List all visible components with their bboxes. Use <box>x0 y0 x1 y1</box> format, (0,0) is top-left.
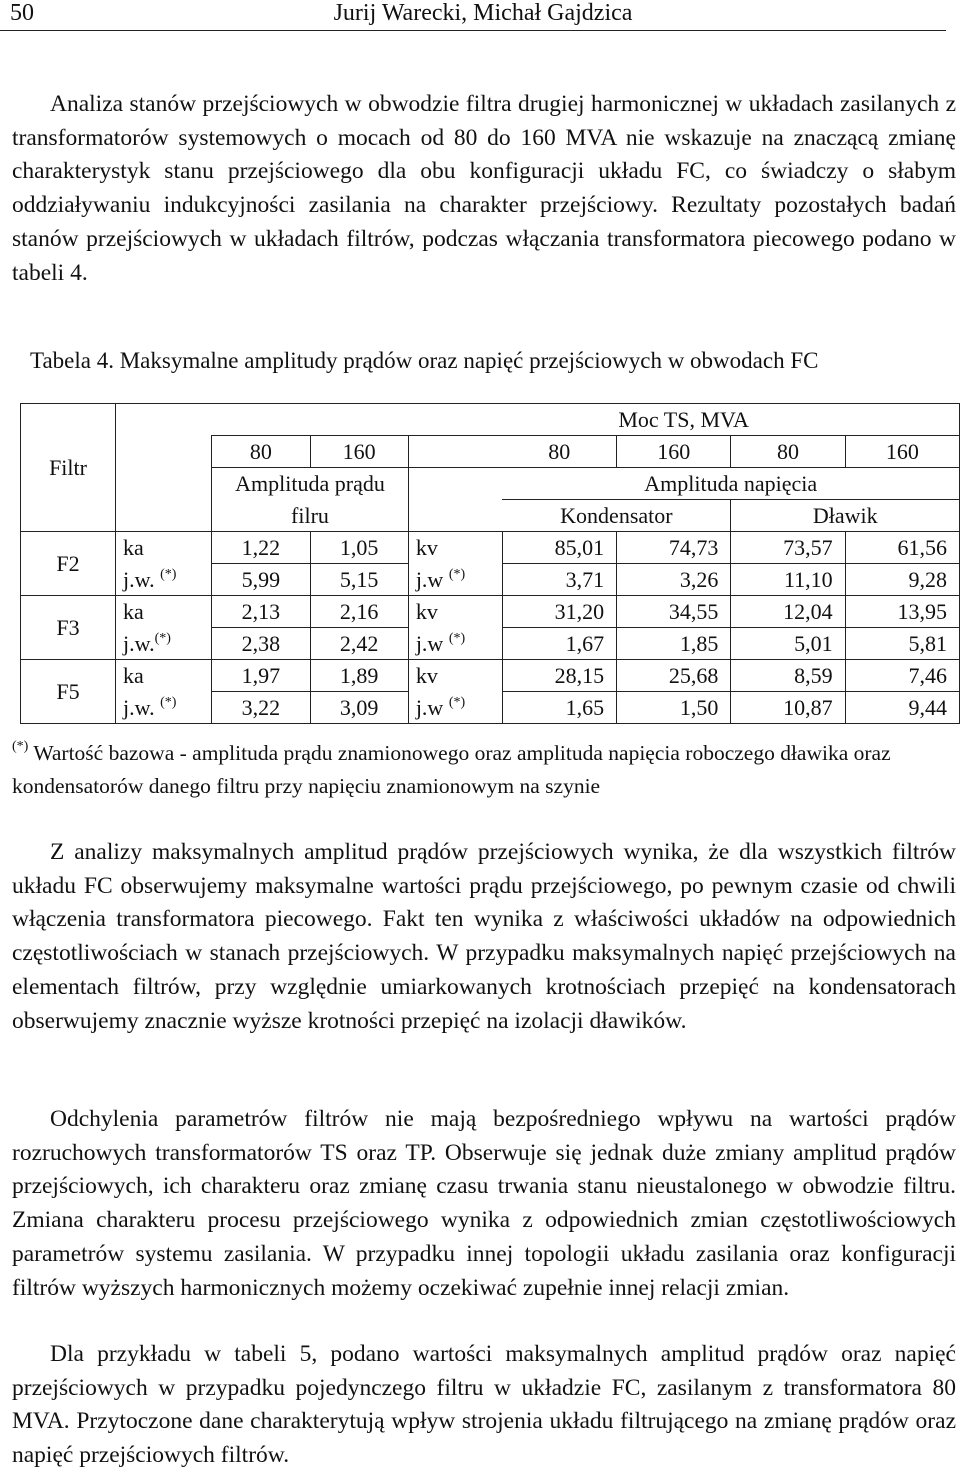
unit-cell: j.w (*) <box>408 564 502 596</box>
value-cell: 31,20 <box>502 596 616 628</box>
body-paragraph: Odchylenia parametrów filtrów nie mają bezpośredniego wpływu na wartości prądów rozruchowych transformatorów TS oraz TP. Obserwuje się jednak duże zmiany amplitud prądów przejściowych, ich charakteru oraz zmianę czasu trwania stanu nieustalonego w obwodzie filtru. Zmiana charakteru procesu przejściowego wynika z odpowiednich zmian częstotliwościowych parametrów systemu zasilania. W przypadku innej topologii układu zasilania oraz konfiguracji filtrów wyższych harmonicznych możemy oczekiwać zupełnie innej relacji zmian. <box>12 1106 956 1301</box>
unit-cell: ka <box>116 596 212 628</box>
value-cell: 12,04 <box>731 596 845 628</box>
value-cell: 10,87 <box>731 692 845 724</box>
moc-value: 160 <box>310 436 408 468</box>
unit-cell: ka <box>116 532 212 564</box>
value-cell: 1,50 <box>617 692 731 724</box>
footnote-marker: (*) <box>12 739 29 754</box>
filter-name: F2 <box>21 532 116 596</box>
value-cell: 11,10 <box>731 564 845 596</box>
value-cell: 3,22 <box>212 692 310 724</box>
value-cell: 85,01 <box>502 532 616 564</box>
value-cell: 1,89 <box>310 660 408 692</box>
table-header-row <box>21 404 960 436</box>
page-header <box>0 0 946 31</box>
unit-cell: kv <box>408 532 502 564</box>
value-cell: 1,05 <box>310 532 408 564</box>
intro-paragraph: Analiza stanów przejściowych w obwodzie filtra drugiej harmonicznej w układach zasilanych z transformatorów systemowych o mocach od 80 do 160 MVA nie wskazuje na znaczącą zmianę charakterystyk stanu przejściowego dla obu konfiguracji układu FC, co świadczy o słabym oddziaływaniu indukcyjności zasilania na charakter przejściowy. Rezultaty pozostałych badań stanów przejściowych w układach filtrów, podczas włączania transformatora piecowego podano w tabeli 4. <box>12 91 956 286</box>
unit-cell: j.w. (*) <box>116 564 212 596</box>
value-cell: 13,95 <box>845 596 959 628</box>
value-cell: 9,44 <box>845 692 959 724</box>
value-cell: 1,22 <box>212 532 310 564</box>
value-cell: 1,67 <box>502 628 616 660</box>
amp-voltage-header: Amplituda napięcia <box>502 468 959 500</box>
kondensator-header: Kondensator <box>502 500 731 532</box>
moc-header: Moc TS, MVA <box>408 404 959 436</box>
value-cell: 73,57 <box>731 532 845 564</box>
unit-cell: kv <box>408 660 502 692</box>
table-row <box>21 596 960 628</box>
value-cell: 3,09 <box>310 692 408 724</box>
dlawik-header: Dławik <box>731 500 960 532</box>
value-cell: 8,59 <box>731 660 845 692</box>
table-row <box>21 532 960 564</box>
running-head-authors: Jurij Warecki, Michał Gajdzica <box>333 0 633 26</box>
table-row <box>21 628 960 660</box>
value-cell: 5,01 <box>731 628 845 660</box>
body-paragraph: Dla przykładu w tabeli 5, podano wartości maksymalnych amplitud prądów oraz napięć przejściowych w przypadku pojedynczego filtru w układzie FC, zasilanym z transformatora 80 MVA. Przytoczone dane charakterytują wpływ strojenia układu filtrującego na zmianę prądów oraz napięć przejściowych filtrów. <box>12 1341 956 1469</box>
filter-name: F3 <box>21 596 116 660</box>
table-footnote <box>12 737 956 803</box>
unit-cell: kv <box>408 596 502 628</box>
moc-value: 160 <box>617 436 731 468</box>
value-cell: 3,71 <box>502 564 616 596</box>
value-cell: 34,55 <box>617 596 731 628</box>
moc-value: 80 <box>502 436 616 468</box>
value-cell: 1,85 <box>617 628 731 660</box>
moc-value: 80 <box>731 436 845 468</box>
value-cell: 28,15 <box>502 660 616 692</box>
filtr-header: Filtr <box>21 404 116 532</box>
value-cell: 2,13 <box>212 596 310 628</box>
value-cell: 2,38 <box>212 628 310 660</box>
results-table <box>20 403 960 724</box>
table-row <box>21 692 960 724</box>
value-cell: 2,42 <box>310 628 408 660</box>
unit-cell: j.w (*) <box>408 692 502 724</box>
value-cell: 5,99 <box>212 564 310 596</box>
value-cell: 7,46 <box>845 660 959 692</box>
value-cell: 2,16 <box>310 596 408 628</box>
table-row <box>21 660 960 692</box>
amp-current-header-line2: filru <box>212 500 409 532</box>
unit-cell: j.w.(*) <box>116 628 212 660</box>
value-cell: 5,81 <box>845 628 959 660</box>
unit-cell: ka <box>116 660 212 692</box>
value-cell: 9,28 <box>845 564 959 596</box>
value-cell: 5,15 <box>310 564 408 596</box>
value-cell: 74,73 <box>617 532 731 564</box>
value-cell: 1,97 <box>212 660 310 692</box>
value-cell: 3,26 <box>617 564 731 596</box>
footnote-text: Wartość bazowa - amplituda prądu znamionowego oraz amplituda napięcia roboczego dławika oraz kondensatorów danego filtru przy napięciu znamionowym na szynie <box>12 741 891 798</box>
value-cell: 25,68 <box>617 660 731 692</box>
value-cell: 61,56 <box>845 532 959 564</box>
moc-value: 160 <box>845 436 959 468</box>
unit-cell: j.w (*) <box>408 628 502 660</box>
page-number: 50 <box>10 0 34 26</box>
unit-cell: j.w. (*) <box>116 692 212 724</box>
body-paragraph: Z analizy maksymalnych amplitud prądów przejściowych wynika, że dla wszystkich filtrów układu FC obserwujemy maksymalne wartości prądu przejściowego, po pewnym czasie od chwili włączenia transformatora piecowego. Fakt ten wynika z właściwości układów na odpowiednich częstotliwościach w stanach przejściowych. W przypadku maksymalnych napięć przejściowych na elementach filtrów, przy względnie umiarkowanych krotnościach przepięć na kondensatorach obserwujemy znacznie wyższe krotności przepięć na izolacji dławików. <box>12 839 956 1034</box>
moc-value: 80 <box>212 436 310 468</box>
amp-current-header: Amplituda prądu <box>212 468 409 500</box>
table-row <box>21 564 960 596</box>
value-cell: 1,65 <box>502 692 616 724</box>
table-caption: Tabela 4. Maksymalne amplitudy prądów oraz napięć przejściowych w obwodach FC <box>30 348 819 373</box>
filter-name: F5 <box>21 660 116 724</box>
